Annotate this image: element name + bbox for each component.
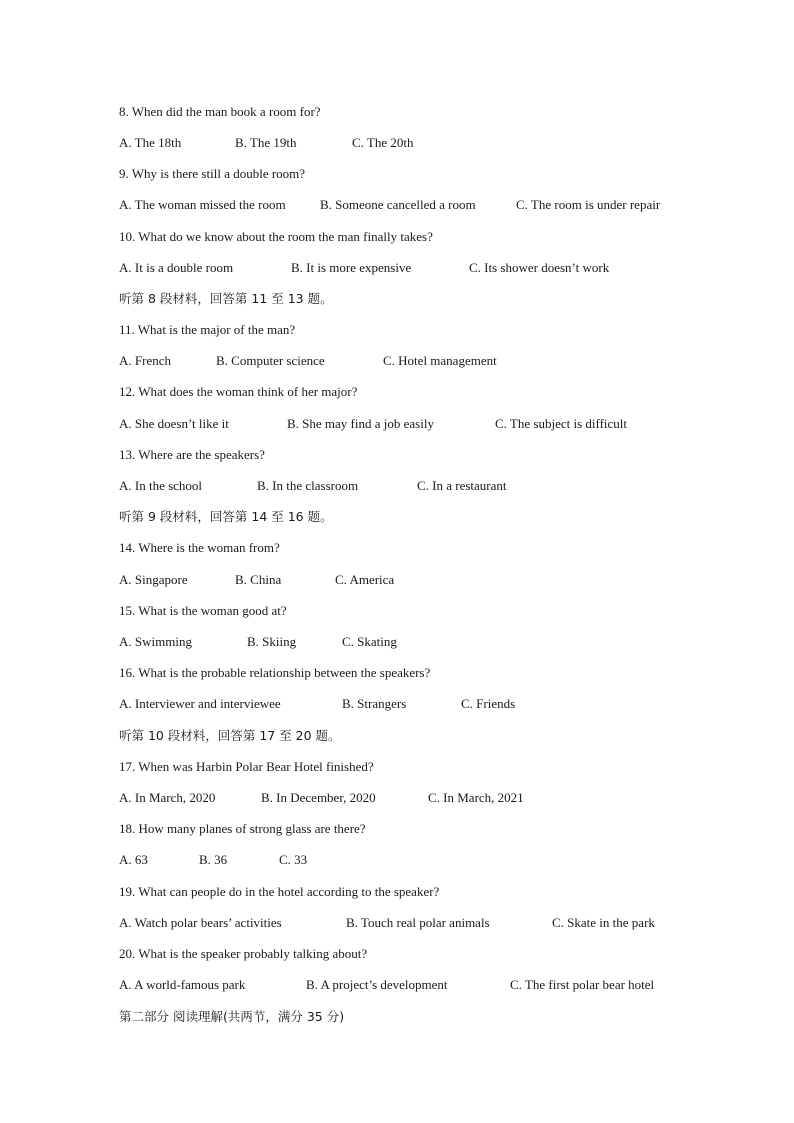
option-a: A. Singapore: [119, 572, 188, 587]
option-a: A. Watch polar bears’ activities: [119, 915, 282, 930]
option-c: C. In a restaurant: [417, 478, 507, 493]
option-a: A. Interviewer and interviewee: [119, 696, 281, 711]
option-c: C. The 20th: [352, 135, 414, 150]
option-b: B. Someone cancelled a room: [320, 197, 476, 212]
option-a: A. The woman missed the room: [119, 197, 286, 212]
question-14: 14. Where is the woman from?: [119, 540, 280, 555]
option-c: C. The room is under repair: [516, 197, 661, 212]
question-11: 11. What is the major of the man?: [119, 322, 296, 337]
section-instruction-9: 听第 9 段材料，回答第 14 至 16 题。: [119, 509, 333, 524]
option-b: B. A project’s development: [306, 977, 448, 992]
option-c: C. Skate in the park: [552, 915, 655, 930]
option-b: B. Skiing: [247, 634, 297, 649]
question-17: 17. When was Harbin Polar Bear Hotel finished?: [119, 759, 374, 774]
option-c: C. The first polar bear hotel: [510, 977, 655, 992]
option-a: A. A world-famous park: [119, 977, 246, 992]
option-c: C. In March, 2021: [428, 790, 524, 805]
question-16: 16. What is the probable relationship between the speakers?: [119, 665, 431, 680]
option-b: B. In December, 2020: [261, 790, 376, 805]
option-a: A. The 18th: [119, 135, 182, 150]
option-c: C. Hotel management: [383, 353, 497, 368]
option-b: B. 36: [199, 852, 228, 867]
option-c: C. Friends: [461, 696, 516, 711]
option-c: C. America: [335, 572, 395, 587]
option-c: C. Its shower doesn’t work: [469, 260, 610, 275]
option-c: C. Skating: [342, 634, 397, 649]
question-8: 8. When did the man book a room for?: [119, 104, 321, 119]
question-10: 10. What do we know about the room the man finally takes?: [119, 229, 433, 244]
option-a: A. In March, 2020: [119, 790, 216, 805]
section-instruction-8: 听第 8 段材料，回答第 11 至 13 题。: [119, 291, 333, 306]
option-c: C. The subject is difficult: [495, 416, 628, 431]
question-20: 20. What is the speaker probably talking about?: [119, 946, 368, 961]
option-a: A. In the school: [119, 478, 203, 493]
question-12: 12. What does the woman think of her major?: [119, 384, 358, 399]
option-a: A. She doesn’t like it: [119, 416, 229, 431]
question-13: 13. Where are the speakers?: [119, 447, 265, 462]
option-a: A. It is a double room: [119, 260, 234, 275]
option-b: B. Touch real polar animals: [346, 915, 490, 930]
option-c: C. 33: [279, 852, 308, 867]
part-two-heading: 第二部分 阅读理解(共两节，满分 35 分): [119, 1009, 345, 1024]
option-b: B. It is more expensive: [291, 260, 412, 275]
option-b: B. She may find a job easily: [287, 416, 434, 431]
question-15: 15. What is the woman good at?: [119, 603, 287, 618]
option-b: B. In the classroom: [257, 478, 359, 493]
option-a: A. Swimming: [119, 634, 192, 649]
option-b: B. China: [235, 572, 282, 587]
option-b: B. Strangers: [342, 696, 407, 711]
option-a: A. 63: [119, 852, 148, 867]
section-instruction-10: 听第 10 段材料，回答第 17 至 20 题。: [119, 728, 341, 743]
option-a: A. French: [119, 353, 171, 368]
question-18: 18. How many planes of strong glass are there?: [119, 821, 366, 836]
option-b: B. The 19th: [235, 135, 297, 150]
option-b: B. Computer science: [216, 353, 325, 368]
question-19: 19. What can people do in the hotel according to the speaker?: [119, 884, 440, 899]
question-9: 9. Why is there still a double room?: [119, 166, 306, 181]
